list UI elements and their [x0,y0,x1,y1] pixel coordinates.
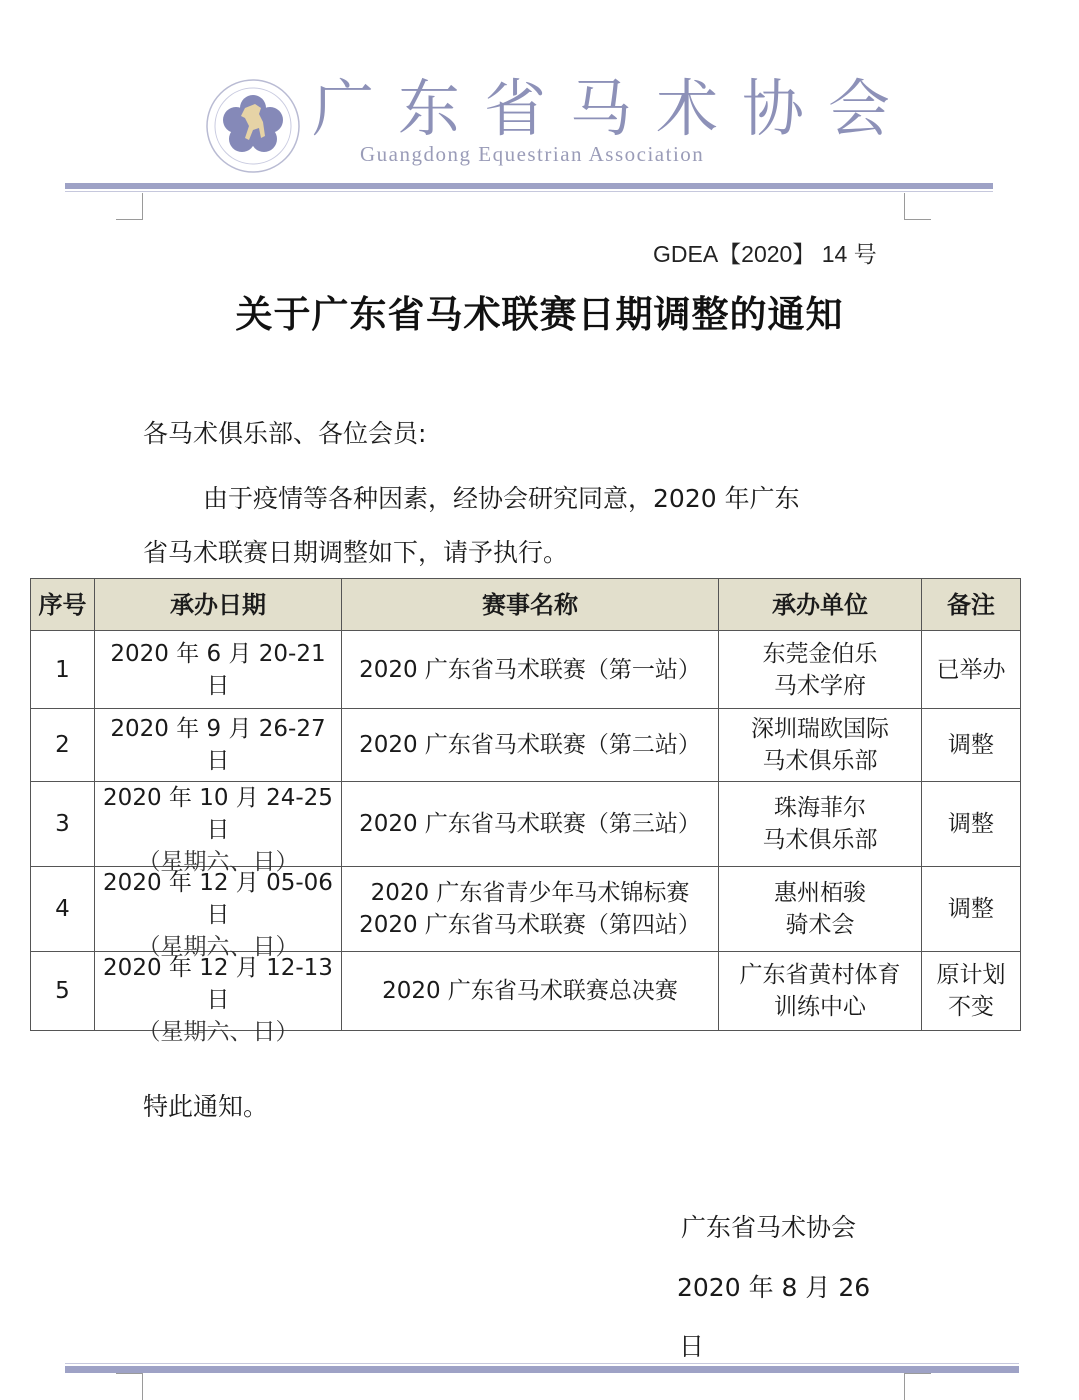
cell-event-name [342,631,719,709]
date-line: 日 [206,748,230,774]
date-weekday-line: （星期六、日） [137,934,299,960]
signature-org: 广东省马术协会 [681,1213,857,1242]
document-number: GDEA【2020】 14 号 [653,241,877,267]
cell-note [922,952,1021,1031]
crop-mark-bottom-left [116,1373,143,1400]
table-header-row [31,579,1021,631]
event-name-line: 2020 广东省马术联赛（第一站） [359,656,701,683]
cell-idx: 3 [31,782,95,867]
cell-idx: 2 [31,709,95,782]
crop-mark-top-left [116,193,143,220]
host-line: 惠州栢骏 [774,880,866,906]
horse-emblem-icon [205,78,301,174]
signature-date-day: 日 [679,1332,705,1361]
body-paragraph-line-2: 省马术联赛日期调整如下，请予执行。 [143,538,569,567]
date-line: 2020 年 6 月 20-21 [110,640,326,667]
note-line: 已举办 [936,656,1006,683]
date-line: 日 [206,672,230,699]
table-row [31,782,1021,867]
date-line: 日 [206,902,230,928]
cell-date [95,631,342,709]
org-name-en: Guangdong Equestrian Association [360,142,705,166]
date-weekday-line: （星期六、日） [137,849,299,875]
cell-note [922,782,1021,867]
event-name-line: 2020 广东省马术联赛（第四站） [359,912,701,938]
cell-note [922,631,1021,709]
header-host: 承办单位 [719,579,922,631]
cell-host [719,631,922,709]
table-row [31,952,1021,1031]
cell-event-name [342,782,719,867]
cell-date [95,782,342,875]
cell-event-name [342,709,719,782]
cell-idx: 1 [31,631,95,709]
org-name-cn: 广东省马术协会 [312,72,915,145]
header-rule [65,183,993,189]
note-line: 调整 [948,732,994,758]
schedule-table [30,578,1021,1045]
host-line: 深圳瑞欧国际 [751,716,889,742]
host-line: 马术俱乐部 [762,748,878,774]
event-name-line: 2020 广东省马术联赛总决赛 [382,978,678,1004]
cell-host [719,867,922,952]
cell-date [95,952,342,1045]
cell-note [922,709,1021,782]
footer-rule [65,1366,1019,1373]
date-weekday-line: （星期六、日） [137,1019,299,1045]
header-note: 备注 [922,579,1021,631]
cell-date [95,709,342,782]
host-line: 东莞金伯乐 [762,640,878,667]
table-row [31,709,1021,782]
date-line: 2020 年 10 月 24-25 [103,785,333,811]
cell-event-name [342,952,719,1031]
date-line: 2020 年 12 月 05-06 [103,870,333,896]
event-name-line: 2020 广东省马术联赛（第三站） [359,811,701,837]
date-line: 2020 年 9 月 26-27 [110,716,326,742]
event-name-line: 2020 广东省青少年马术锦标赛 [370,880,690,906]
table-row [31,631,1021,709]
cell-idx: 5 [31,952,95,1031]
body-paragraph-line-1: 由于疫情等各种因素，经协会研究同意，2020 年广东 [203,484,800,513]
salutation: 各马术俱乐部、各位会员: [143,419,427,448]
cell-idx: 4 [31,867,95,952]
cell-date [95,867,342,960]
note-line: 调整 [948,811,994,837]
header-idx: 序号 [31,579,95,631]
crop-mark-bottom-right [904,1373,931,1400]
header-event-name: 赛事名称 [342,579,719,631]
document-title: 关于广东省马术联赛日期调整的通知 [235,293,844,336]
host-line: 骑术会 [785,912,855,938]
event-name-line: 2020 广东省马术联赛（第二站） [359,732,701,758]
table-row [31,867,1021,952]
host-line: 马术俱乐部 [762,827,878,853]
note-line: 调整 [948,896,994,922]
header-date: 承办日期 [95,579,342,631]
note-line: 不变 [948,994,994,1020]
cell-host [719,952,922,1031]
cell-event-name [342,867,719,952]
host-line: 广东省黄村体育 [739,962,901,988]
host-line: 珠海菲尔 [774,795,866,821]
crop-mark-top-right [904,193,931,220]
host-line: 训练中心 [774,994,866,1020]
date-line: 日 [206,987,230,1013]
cell-host [719,782,922,867]
cell-host [719,709,922,782]
date-line: 日 [206,817,230,843]
header-rule-thin [65,191,993,192]
note-line: 原计划 [936,962,1006,988]
letterhead [0,0,1079,200]
date-line: 2020 年 12 月 12-13 [103,955,333,981]
host-line: 马术学府 [774,672,866,699]
closing-text: 特此通知。 [143,1092,269,1121]
footer-rule-thin [65,1363,1019,1364]
cell-note [922,867,1021,952]
signature-date: 2020 年 8 月 26 [677,1273,871,1302]
